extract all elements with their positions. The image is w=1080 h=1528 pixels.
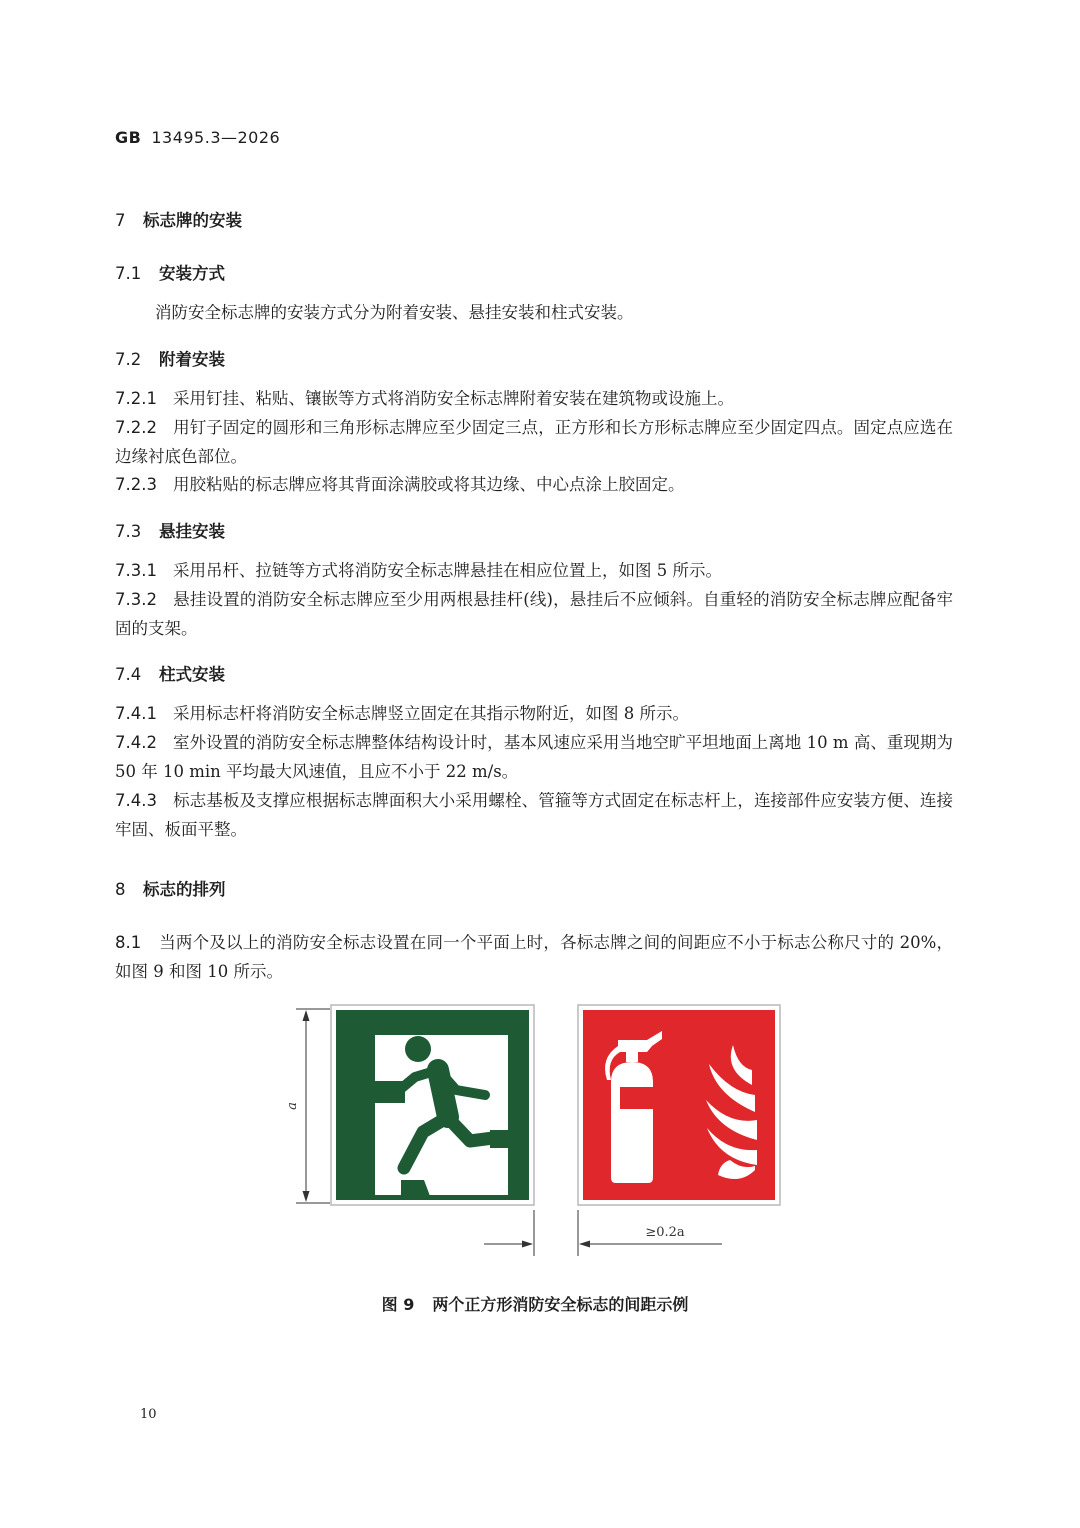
caption-title: 两个正方形消防安全标志的间距示例	[432, 1295, 689, 1314]
standard-code: GB	[115, 128, 142, 147]
exit-sign	[331, 1005, 534, 1205]
dimension-gap-label: ≥0.2a	[645, 1225, 685, 1240]
standard-number: 13495.3—2026	[151, 128, 281, 147]
section-7-3-heading: 7.3 悬挂安装	[115, 522, 225, 541]
dimension-a	[296, 1009, 330, 1203]
clause-7-4-1: 7.4.1 采用标志杆将消防安全标志牌竖立固定在其指示物附近，如图 8 所示。	[115, 704, 689, 723]
caption-number: 图 9	[381, 1295, 415, 1314]
section-7-heading: 7 标志牌的安装	[115, 211, 242, 230]
dimension-gap	[484, 1210, 722, 1256]
clause-7-4-2: 7.4.2 室外设置的消防安全标志牌整体结构设计时，基本风速应采用当地空旷平坦地面上离地 10 m 高、重现期为 50 年 10 min 平均最大风速值，且应不小于 22 m/s。	[115, 733, 953, 781]
fire-extinguisher-sign	[578, 1005, 780, 1205]
clause-7-2-2: 7.2.2 用钉子固定的圆形和三角形标志牌应至少固定三点，正方形和长方形标志牌应至少固定四点。固定点应选在边缘衬底色部位。	[115, 418, 953, 466]
section-7-4-heading: 7.4 柱式安装	[115, 665, 225, 684]
section-7-2-heading: 7.2 附着安装	[115, 350, 225, 369]
clause-7-3-2: 7.3.2 悬挂设置的消防安全标志牌应至少用两根悬挂杆(线)，悬挂后不应倾斜。自重轻的消防安全标志牌应配备牢固的支架。	[115, 590, 953, 638]
dimension-a-label: a	[285, 1102, 300, 1110]
section-7-1-heading: 7.1 安装方式	[115, 264, 225, 283]
page-number: 10	[140, 1407, 157, 1422]
section-7-1-text: 消防安全标志牌的安装方式分为附着安装、悬挂安装和柱式安装。	[155, 303, 634, 322]
clause-7-2-3: 7.2.3 用胶粘贴的标志牌应将其背面涂满胶或将其边缘、中心点涂上胶固定。	[115, 475, 685, 494]
section-8-heading: 8 标志的排列	[115, 880, 226, 899]
clause-7-4-3: 7.4.3 标志基板及支撑应根据标志牌面积大小采用螺栓、管箍等方式固定在标志杆上，连接部件应安装方便、连接牢固、板面平整。	[115, 791, 953, 839]
clause-7-2-1: 7.2.1 采用钉挂、粘贴、镶嵌等方式将消防安全标志牌附着安装在建筑物或设施上。	[115, 389, 734, 408]
clause-8-1: 8.1 当两个及以上的消防安全标志设置在同一个平面上时，各标志牌之间的间距应不小于标志公称尺寸的 20%，如图 9 和图 10 所示。	[115, 933, 953, 981]
figure-caption	[0, 1292, 1070, 1315]
clause-7-3-1: 7.3.1 采用吊杆、拉链等方式将消防安全标志牌悬挂在相应位置上，如图 5 所示。	[115, 561, 722, 580]
